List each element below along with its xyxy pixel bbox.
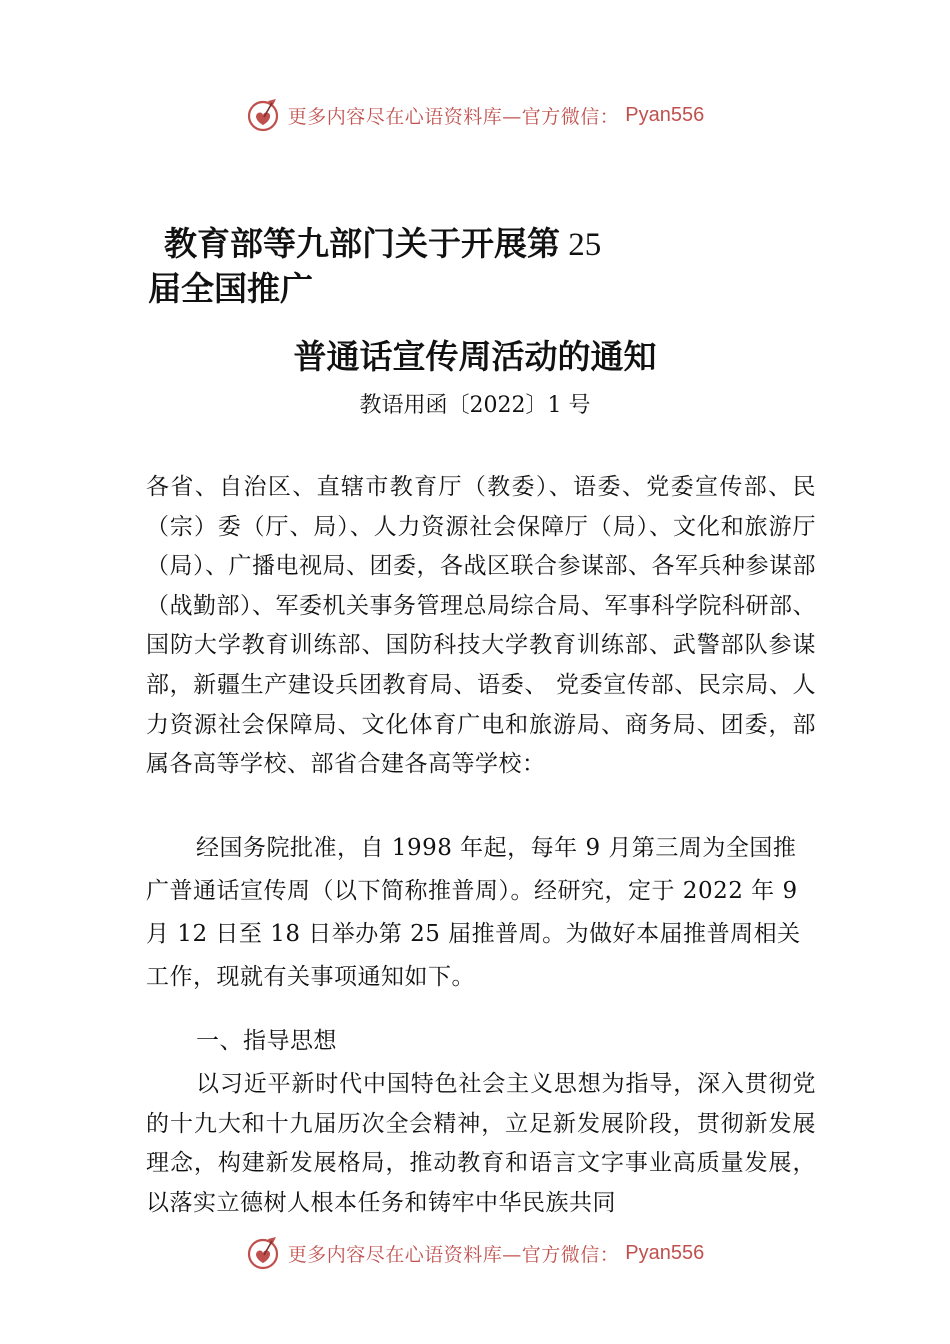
footer-watermark: [0, 1233, 950, 1273]
title-number: 25: [560, 227, 602, 263]
watermark-wechat-id: Pyan556: [625, 1241, 705, 1264]
heart-quill-logo-icon: [246, 97, 282, 133]
intro-paragraph: 经国务院批准，自 1998 年起，每年 9 月第三周为全国推广普通话宣传周（以下简称推普周）。经研究，定于 2022 年 9 月 12 日至 18 日举办第 25 届推普周。为做好本届推普周相关工作，现就有关事项通知如下。: [146, 835, 801, 990]
watermark-wechat-id: Pyan556: [625, 103, 705, 126]
section-body-guiding-ideology: 以习近平新时代中国特色社会主义思想为指导，深入贯彻党的十九大和十九届历次全会精神，立足新发展阶段，贯彻新发展理念，构建新发展格局，推动教育和语言文字事业高质量发展，以落实立德树人根本任务和铸牢中华民族共同: [146, 1071, 816, 1216]
header-watermark: [0, 95, 950, 135]
title-line-1: 教育部等九部门关于开展第: [164, 224, 560, 263]
addressees-paragraph: 各省、自治区、直辖市教育厅（教委）、语委、党委宣传部、民（宗）委（厅、局）、人力资源社会保障厅（局）、文化和旅游厅（局）、广播电视局、团委，各战区联合参谋部、各军兵种参谋部（战勤部）、军委机关事务管理总局综合局、军事科学院科研部、国防大学教育训练部、国防科技大学教育训练部、武警部队参谋部，新疆生产建设兵团教育局、语委、 党委宣传部、民宗局、人力资源社会保障局、文化体育广电和旅游局、商务局、团委，部属各高等学校、部省合建各高等学校：: [146, 474, 816, 778]
heart-quill-logo-icon: [246, 1235, 282, 1271]
document-subtitle: 普通话宣传周活动的通知: [293, 337, 657, 376]
watermark-text: 更多内容尽在心语资料库—官方微信：: [287, 1243, 620, 1266]
watermark-text: 更多内容尽在心语资料库—官方微信：: [287, 105, 620, 128]
section-heading-guiding-ideology: 一、指导思想: [196, 1028, 337, 1054]
document-title: [148, 222, 708, 311]
document-number: 教语用函〔2022〕1 号: [359, 393, 591, 418]
title-line-2: 届全国推广: [148, 269, 313, 308]
